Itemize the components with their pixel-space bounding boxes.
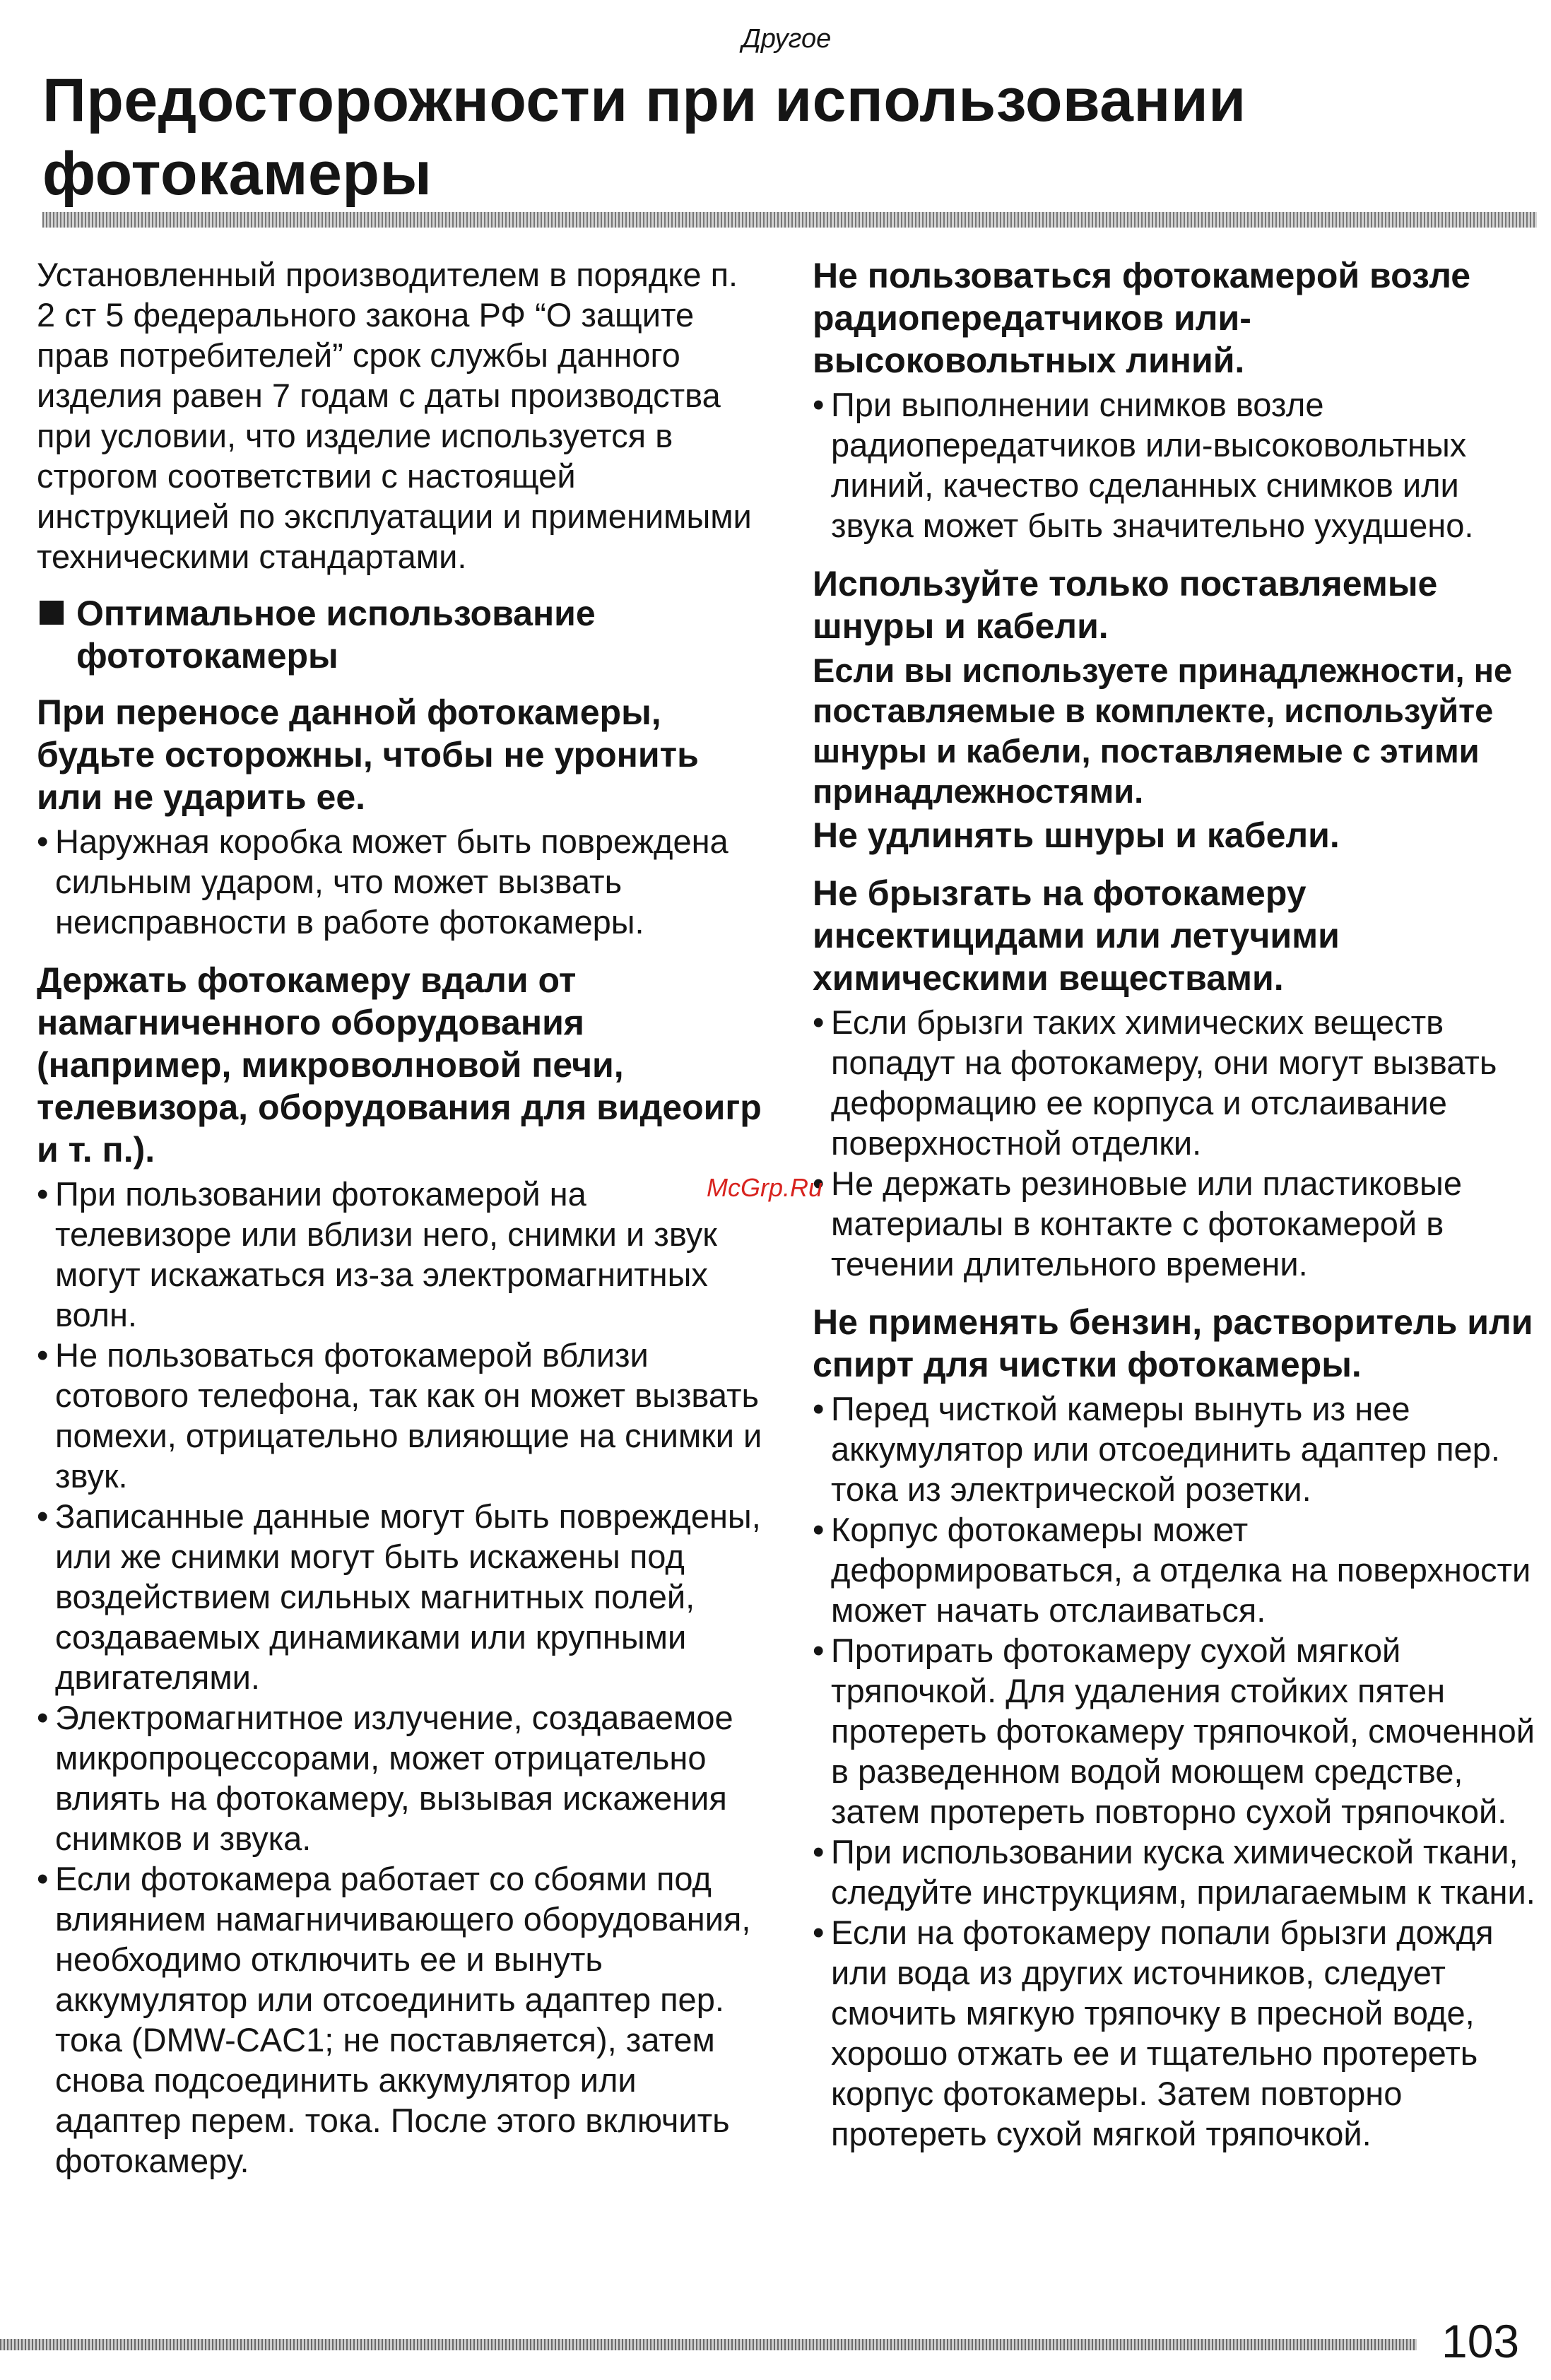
right-column (813, 254, 1540, 2171)
block-heading-cables: Используйте только поставляемые шнуры и кабели. (813, 564, 1438, 646)
block-heading-cleaning: Не применять бензин, растворитель или спирт для чистки фотокамеры. (813, 1302, 1533, 1384)
block-heading-magnetic: Держать фотокамеру вдали от намагниченного оборудования (например, микроволновой печи, телевизора, оборудования для видеоигр и т. п.). (37, 960, 762, 1170)
footer-divider (0, 2339, 1417, 2350)
block-heading-chemicals: Не брызгать на фотокамеру инсектицидами или летучими химическими веществами. (813, 873, 1340, 998)
list-item: • При пользовании фотокамерой на телевизоре или вблизи него, снимки и звук могут искажаться из-за электромагнитных волн. (37, 1174, 765, 1335)
list-item: • Если на фотокамеру попали брызги дождя или вода из других источников, следует смочить мягкую тряпочку в пресной воде, хорошо отжать ее и тщательно протереть корпус фотокамеры. Затем повторно протереть сухой мягкой тряпочкой. (813, 1912, 1540, 2154)
list-magnetic (37, 1174, 765, 2181)
section-heading (37, 592, 765, 677)
list-cleaning (813, 1389, 1540, 2154)
cables-extend-note: Не удлинять шнуры и кабели. (813, 815, 1340, 855)
list-item: • Записанные данные могут быть повреждены, или же снимки могут быть искажены под воздействием сильных магнитных полей, создаваемых динамиками или крупными двигателями. (37, 1496, 765, 1697)
page-title: Предосторожности при использовании фотокамеры (42, 66, 1246, 208)
block-heading-radio: Не пользоваться фотокамерой возле радиопередатчиков или-высоковольтных линий. (813, 256, 1471, 380)
list-carry (37, 821, 765, 942)
list-item: • Электромагнитное излучение, создаваемое микропроцессорами, может отрицательно влиять на фотокамеру, вызывая искажения снимков и звука. (37, 1697, 765, 1858)
list-item: • Корпус фотокамеры может деформироваться, а отделка на поверхности может начать отслаиваться. (813, 1509, 1540, 1630)
list-item: • Наружная коробка может быть повреждена сильным ударом, что может вызвать неисправности в работе фотокамеры. (37, 821, 765, 942)
list-radio (813, 384, 1540, 546)
intro-paragraph: Установленный производителем в порядке п. 2 ст 5 федерального закона РФ “О защите прав потребителей” срок службы данного изделия равен 7 годам с даты производства при условии, что изделие используется в строгом соответствии с настоящей инструкцией по эксплуатации и применимыми техническими стандартами. (37, 256, 752, 575)
list-item: • Протирать фотокамеру сухой мягкой тряпочкой. Для удаления стойких пятен протереть фотокамеру тряпочкой, смоченной в разведенном водой моющем средстве, затем протереть повторно сухой тряпочкой. (813, 1630, 1540, 1832)
list-item: • Если брызги таких химических веществ попадут на фотокамеру, они могут вызвать деформацию ее корпуса и отслаивание поверхностной отделки. (813, 1002, 1540, 1163)
list-item: • Если фотокамера работает со сбоями под влиянием намагничивающего оборудования, необходимо отключить ее и вынуть аккумулятор или отсоединить адаптер пер. тока (DMW-CAC1; не поставляется), затем снова подсоединить аккумулятор или адаптер перем. тока. После этого включить фотокамеру. (37, 1858, 765, 2181)
watermark: McGrp.Ru (707, 1173, 823, 1202)
black-square-icon (40, 601, 64, 625)
page-number: 103 (1441, 2315, 1520, 2367)
list-item: • Перед чисткой камеры вынуть из нее аккумулятор или отсоединить адаптер пер. тока из электрической розетки. (813, 1389, 1540, 1509)
cables-text: Если вы используете принадлежности, не поставляемые в комплекте, используйте шнуры и кабели, поставляемые с этими принадлежностями. (813, 652, 1513, 810)
list-chemicals (813, 1002, 1540, 1284)
block-heading-carry: При переносе данной фотокамеры, будьте осторожны, чтобы не уронить или не ударить ее. (37, 693, 699, 817)
list-item: • Не держать резиновые или пластиковые материалы в контакте с фотокамерой в течении длительного времени. (813, 1163, 1540, 1284)
left-column (37, 254, 765, 2198)
list-item: • При выполнении снимков возле радиопередатчиков или-высоковольтных линий, качество сделанных снимков или звука может быть значительно ухудшено. (813, 384, 1540, 546)
list-item: • При использовании куска химической ткани, следуйте инструкциям, прилагаемым к ткани. (813, 1832, 1540, 1912)
title-divider (42, 212, 1537, 228)
section-heading-text: Оптимальное использование фототокамеры (76, 594, 596, 676)
list-item: • Не пользоваться фотокамерой вблизи сотового телефона, так как он может вызвать помехи, отрицательно влияющие на снимки и звук. (37, 1335, 765, 1496)
section-label: Другое (742, 24, 832, 54)
